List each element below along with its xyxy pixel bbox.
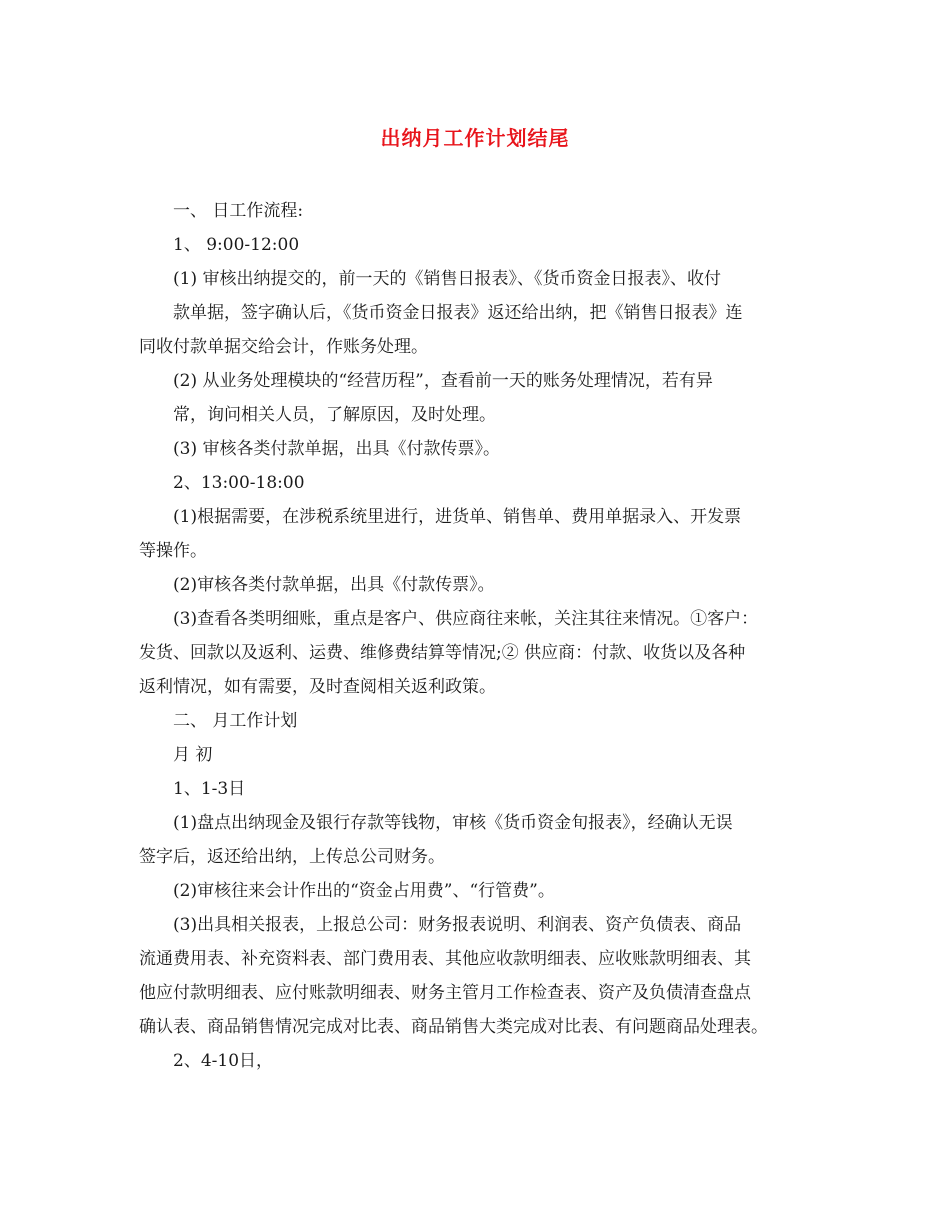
paragraph-line: (1) 审核出纳提交的，前一天的《销售日报表》、《货币资金日报表》、收付	[173, 269, 721, 289]
paragraph-line: (1)盘点出纳现金及银行存款等钱物，审核《货币资金旬报表》，经确认无误	[173, 813, 733, 833]
paragraph-line: 流通费用表、补充资料表、部门费用表、其他应收款明细表、应收账款明细表、其	[139, 949, 751, 969]
paragraph-line: 等操作。	[139, 541, 207, 561]
paragraph-line: (2) 从业务处理模块的“经营历程”，查看前一天的账务处理情况，若有异	[173, 371, 713, 391]
date-range-heading: 1、1-3日	[173, 779, 246, 799]
document-body	[139, 194, 829, 1078]
paragraph-line: 返利情况，如有需要，及时查阅相关返利政策。	[139, 677, 496, 697]
paragraph-line: 发货、回款以及返利、运费、维修费结算等情况;② 供应商：付款、收货以及各种	[139, 643, 746, 663]
paragraph-line: (1)根据需要，在涉税系统里进行，进货单、销售单、费用单据录入、开发票	[173, 507, 742, 527]
paragraph-line: (3)查看各类明细账，重点是客户、供应商往来帐，关注其往来情况。①客户：	[173, 609, 759, 629]
time-block-morning: 1、 9:00-12:00	[173, 235, 300, 255]
subheading-month-start: 月 初	[173, 745, 213, 765]
paragraph-line: 常，询问相关人员，了解原因，及时处理。	[173, 405, 496, 425]
time-block-afternoon: 2、13:00-18:00	[173, 473, 305, 493]
paragraph-line: (2)审核各类付款单据，出具《付款传票》。	[173, 575, 495, 595]
paragraph-line: (3)出具相关报表，上报总公司：财务报表说明、利润表、资产负债表、商品	[173, 915, 742, 935]
paragraph-line: 同收付款单据交给会计，作账务处理。	[139, 337, 428, 357]
paragraph-line: (2)审核往来会计作出的“资金占用费”、“行管费”。	[173, 881, 555, 901]
paragraph-line: 款单据，签字确认后，《货币资金日报表》返还给出纳，把《销售日报表》连	[173, 303, 743, 323]
paragraph-line: (3) 审核各类付款单据，出具《付款传票》。	[173, 439, 500, 459]
document-title: 出纳月工作计划结尾	[380, 126, 570, 150]
section-heading-daily: 一、 日工作流程:	[173, 201, 304, 221]
paragraph-line: 他应付款明细表、应付账款明细表、财务主管月工作检查表、资产及负债清查盘点	[139, 983, 751, 1003]
paragraph-line: 确认表、商品销售情况完成对比表、商品销售大类完成对比表、有问题商品处理表。	[139, 1017, 768, 1037]
paragraph-line: 签字后，返还给出纳，上传总公司财务。	[139, 847, 445, 867]
section-heading-monthly: 二、 月工作计划	[173, 711, 298, 731]
date-range-heading: 2、4-10日，	[173, 1051, 274, 1071]
